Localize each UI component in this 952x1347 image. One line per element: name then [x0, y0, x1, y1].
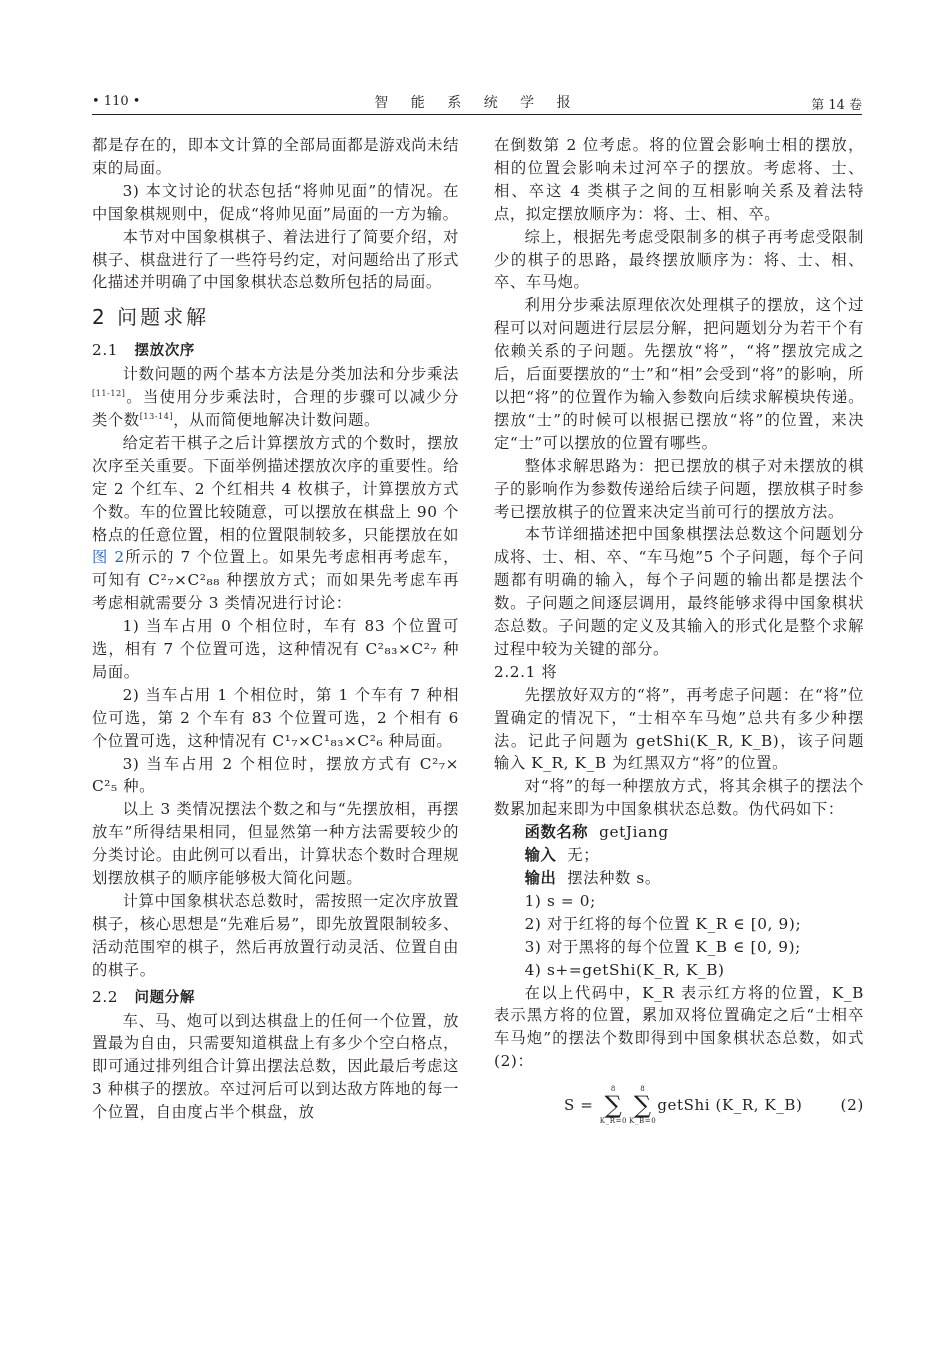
section-title: 2 问题求解	[92, 305, 210, 330]
code-value: 摆法种数 s。	[567, 869, 661, 887]
subsection-heading	[92, 339, 459, 363]
paragraph	[92, 363, 459, 432]
paragraph: 本节对中国象棋棋子、着法进行了简要介绍，对棋子、棋盘进行了一些符号约定，对问题给出了形式化描述并明确了中国象棋状态总数所包括的局面。	[92, 227, 459, 292]
subsection-heading	[92, 986, 459, 1010]
paragraph: 在倒数第 2 位考虑。将的位置会影响士相的摆放，相的位置会影响未过河卒子的摆放。考虑将、士、相、卒这 4 类棋子之间的互相影响关系及着法特点，拟定摆放顺序为：将、士、相、卒。	[494, 136, 864, 223]
code-keyword: 输入	[524, 846, 557, 865]
code-line	[525, 867, 864, 890]
paragraph: 都是存在的，即本文计算的全部局面都是游戏尚未结束的局面。	[92, 136, 459, 177]
code-line	[525, 821, 864, 844]
code-value: getJiang	[599, 823, 669, 842]
summation-symbol	[629, 1085, 656, 1125]
paragraph: 本节详细描述把中国象棋摆法总数这个问题划分成将、士、相、卒、“车马炮”5 个子问题，每个子问题都有明确的输入，每个子问题的输出都是摆法个数。子问题之间逐层调用，最终能够求得中国象棋状态总数。子问题的定义及其输入的形式化是整个求解过程中较为关键的部分。	[494, 525, 864, 658]
citation[interactable]: [11-12]	[92, 388, 126, 398]
pseudocode-block	[525, 821, 864, 981]
paragraph	[92, 432, 459, 615]
paragraph: 利用分步乘法原理依次处理棋子的摆放，这个过程可以对问题进行层层分解，把问题划分为若干个有依赖关系的子问题。先摆放“将”，“将”摆放完成之后，后面要摆放的“士”和“相”会受到“将”的影响，所以把“将”的位置作为输入参数向后续求解模块传递。摆放“士”的时候可以根据已摆放“将”的位置，来决定“士”可以摆放的位置有哪些。	[494, 296, 864, 452]
equation	[494, 1083, 864, 1127]
equation-lhs: S =	[564, 1095, 594, 1114]
paragraph: 1) 当车占用 0 个相位时，车有 83 个位置可选，相有 7 个位置可选，这种情况有 C²₈₃×C²₇ 种局面。	[92, 617, 459, 681]
equation-number: (2)	[840, 1095, 864, 1114]
paragraph: 在以上代码中，K_R 表示红方将的位置，K_B 表示黑方将的位置，累加双将位置确定之后“士相卒车马炮”的摆法个数即得到中国象棋状态总数，如式 (2)：	[494, 983, 864, 1071]
text-run: 所示的 7 个位置上。如果先考虑相再考虑车，可知有 C²₇×C²₈₈ 种摆放方式；而如果先考虑车再考虑相就需要分 3 类情况进行讨论：	[92, 548, 459, 613]
equation-body	[564, 1085, 803, 1125]
right-column	[494, 134, 864, 1127]
paragraph: 先摆放好双方的“将”，再考虑子问题：在“将”位置确定的情况下，“士相卒车马炮”总共有多少种摆法。记此子问题为 getShi(K_R, K_B)，该子问题输入 K_R, K_B 为红黑双方“将”的位置。	[494, 685, 864, 773]
left-column	[92, 134, 459, 1124]
subsection-number: 2.2	[92, 987, 119, 1006]
paragraph: 计算中国象棋状态总数时，需按照一定次序放置棋子，核心思想是“先难后易”，即先放置限制较多、活动范围窄的棋子，然后再放置行动灵活、位置自由的棋子。	[92, 892, 459, 979]
page-number: • 110 •	[92, 94, 141, 109]
running-header	[92, 92, 862, 115]
sum-upper-limit: 8	[610, 1085, 616, 1094]
sum-lower-limit: K_B=0	[629, 1117, 657, 1126]
paragraph: 3) 当车占用 2 个相位时，摆放方式有 C²₇× C²₅ 种。	[92, 754, 459, 796]
sigma-glyph: ∑	[633, 1091, 652, 1120]
code-line: 4) s+=getShi(K_R, K_B)	[524, 960, 725, 979]
paragraph: 3) 本文讨论的状态包括“将帅见面”的情况。在中国象棋规则中，促成“将帅见面”局面的一方为输。	[92, 181, 459, 223]
text-run: 给定若干棋子之后计算摆放方式的个数时，摆放次序至关重要。下面举例描述摆放次序的重要性。给定 2 个红车、2 个红相共 4 枚棋子，计算摆放方式个数。车的位置比较随意，可以摆放在棋盘上 90 个格点的任意位置，相的位置限制较多，只能摆放在如	[92, 433, 459, 544]
subsection-number: 2.1	[92, 341, 119, 360]
sum-lower-limit: K_R=0	[599, 1117, 628, 1126]
subsubsection-heading: 2.2.1 将	[494, 662, 558, 681]
paragraph: 整体求解思路为：把已摆放的棋子对未摆放的棋子的影响作为参数传递给后续子问题，摆放棋子时参考已摆放棋子的位置来决定当前可行的摆放方法。	[494, 456, 864, 521]
text-run: 。当使用分步乘法时，合理的步骤可以减少分类个数	[92, 388, 459, 429]
journal-name: 智 能 系 统 学 报	[374, 95, 580, 111]
equation-summand: getShi (K_R, K_B)	[657, 1095, 803, 1114]
citation[interactable]: [13-14]	[139, 411, 174, 421]
summation-symbol	[600, 1085, 627, 1125]
code-keyword: 函数名称	[524, 823, 589, 842]
paragraph: 车、马、炮可以到达棋盘上的任何一个位置，放置最为自由，只需要知道棋盘上有多少个空白格点，即可通过排列组合计算出摆法总数，因此最后考虑这 3 种棋子的摆放。卒过河后可以到达敌方阵地的每一个位置，自由度占半个棋盘，放	[92, 1011, 459, 1122]
paragraph: 对“将”的每一种摆放方式，将其余棋子的摆法个数累加起来即为中国象棋状态总数。伪代码如下：	[494, 777, 864, 819]
code-value: 无；	[567, 846, 600, 865]
sum-upper-limit: 8	[640, 1085, 646, 1094]
text-run: ，从而简便地解决计数问题。	[173, 410, 380, 429]
code-line	[525, 844, 864, 867]
figure-link[interactable]: 图 2	[92, 548, 125, 567]
text-run: 计数问题的两个基本方法是分类加法和分步乘法	[122, 365, 459, 384]
paragraph: 2) 当车占用 1 个相位时，第 1 个车有 7 种相位可选，第 2 个车有 83 个位置可选，2 个相有 6 个位置可选，这种情况有 C¹₇×C¹₈₃×C²₆ 种局面。	[92, 685, 459, 750]
subsection-title: 摆放次序	[134, 343, 195, 360]
subsection-title: 问题分解	[134, 989, 195, 1006]
volume-label: 第 14 卷	[811, 98, 862, 113]
code-line: 1) s = 0;	[524, 891, 596, 910]
paragraph: 综上，根据先考虑受限制多的棋子再考虑受限制少的棋子的思路，最终摆放顺序为：将、士、相、卒、车马炮。	[494, 227, 864, 292]
code-line: 3) 对于黑将的每个位置 K_B ∈ [0, 9);	[524, 937, 801, 956]
sigma-glyph: ∑	[604, 1091, 623, 1120]
code-line: 2) 对于红将的每个位置 K_R ∈ [0, 9);	[524, 914, 802, 933]
code-keyword: 输出	[524, 869, 557, 887]
paragraph: 以上 3 类情况摆法个数之和与“先摆放相，再摆放车”所得结果相同，但显然第一种方法需要较少的分类讨论。由此例可以看出，计算状态个数时合理规划摆放棋子的顺序能够极大简化问题。	[92, 800, 459, 888]
